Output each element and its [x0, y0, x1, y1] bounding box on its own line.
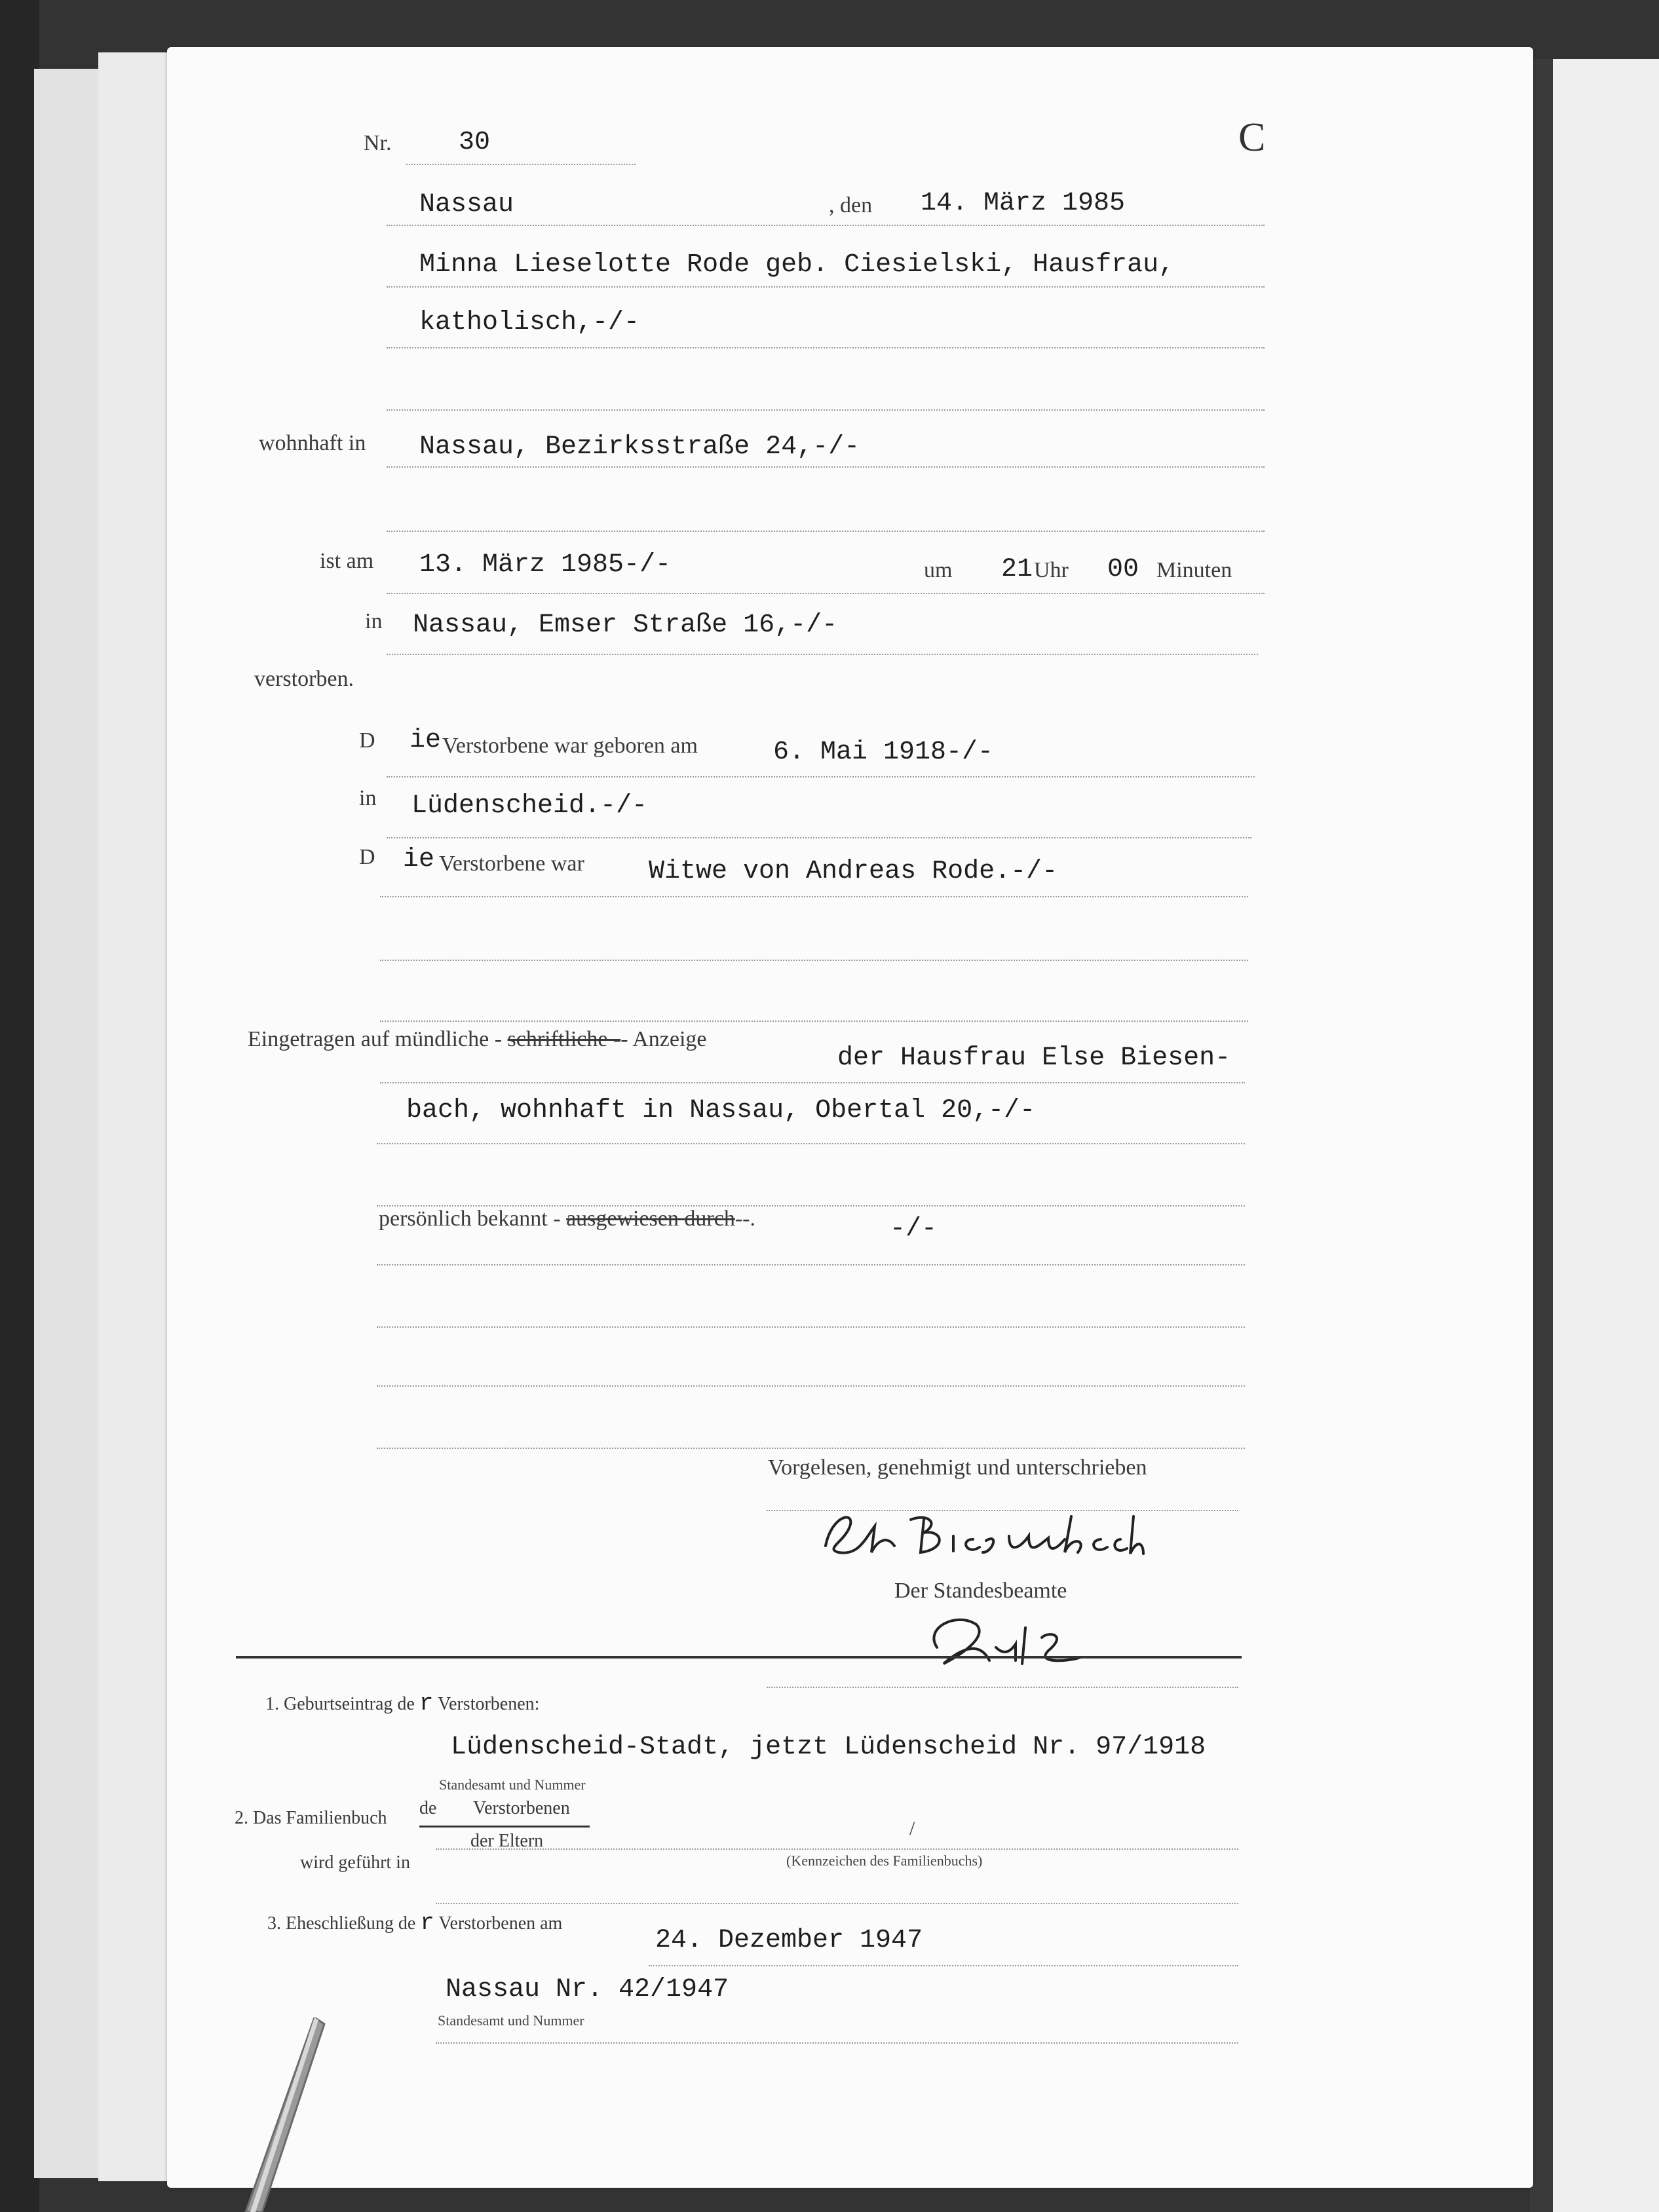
marriage-label	[267, 1909, 562, 1936]
rule	[436, 2042, 1238, 2044]
entry-place: Nassau	[419, 190, 514, 219]
rule	[380, 896, 1248, 897]
rule	[377, 1385, 1245, 1387]
rule	[387, 225, 1265, 226]
birth-record-label	[265, 1690, 539, 1717]
rule	[380, 1021, 1248, 1022]
marriage-date: 24. Dezember 1947	[655, 1926, 923, 1955]
birth-gender-suffix: ie	[410, 726, 442, 755]
registration-label	[248, 1027, 707, 1052]
registration-label-start: Eingetragen auf mündliche -	[248, 1027, 508, 1051]
death-date: 13. März 1985-/-	[419, 550, 672, 580]
declarant-line-2: katholisch,-/-	[419, 308, 640, 337]
death-place: Nassau, Emser Straße 16,-/-	[413, 610, 838, 640]
rule	[387, 776, 1255, 778]
marriage-record-value: Nassau Nr. 42/1947	[446, 1975, 729, 2004]
status-d-prefix: D	[359, 845, 375, 869]
rule	[387, 593, 1265, 594]
status-label: Verstorbene war	[439, 852, 584, 876]
registration-label-end: - Anzeige	[620, 1027, 707, 1051]
birth-record-suffix: r	[419, 1690, 434, 1717]
identity-label-struck: ausgewiesen durch	[566, 1207, 735, 1231]
marriage-suffix: r	[420, 1909, 434, 1936]
entry-number: 30	[459, 128, 491, 157]
family-book-de: de	[419, 1798, 437, 1818]
rule	[377, 1264, 1245, 1265]
identity-label	[379, 1207, 755, 1231]
family-book-caption: (Kennzeichen des Familienbuchs)	[786, 1852, 983, 1869]
birth-label: Verstorbene war geboren am	[442, 734, 698, 758]
choice-separator	[419, 1826, 590, 1828]
residence-value: Nassau, Bezirksstraße 24,-/-	[419, 432, 860, 462]
rule	[649, 1965, 1238, 1966]
rule	[377, 1326, 1245, 1328]
rule	[436, 1903, 1238, 1904]
nr-label: Nr.	[364, 131, 392, 155]
family-book-label: 2. Das Familienbuch	[235, 1808, 387, 1828]
marriage-label-end: Verstorbenen am	[438, 1913, 563, 1934]
rule	[380, 1082, 1245, 1083]
death-hour: 21	[1001, 555, 1033, 584]
rule	[406, 164, 636, 165]
death-place-label: in	[365, 609, 383, 633]
rule	[767, 1687, 1238, 1688]
rule	[387, 837, 1251, 838]
pen-pointer	[236, 2017, 393, 2212]
registrar-signature	[917, 1602, 1101, 1680]
rule	[387, 347, 1265, 348]
birth-place-label: in	[359, 786, 377, 810]
office-caption-2: Standesamt und Nummer	[438, 2012, 584, 2029]
rule	[387, 409, 1265, 411]
family-book-slash: /	[909, 1818, 915, 1839]
binder-cover	[0, 0, 39, 2212]
status-gender-suffix: ie	[403, 845, 435, 874]
entry-date: 14. März 1985	[921, 189, 1126, 218]
family-book-deceased: Verstorbenen	[473, 1798, 570, 1818]
residence-label: wohnhaft in	[259, 431, 366, 455]
section-divider	[236, 1656, 1242, 1659]
rule	[387, 531, 1265, 532]
status-value: Witwe von Andreas Rode.-/-	[649, 857, 1058, 886]
family-book-parents: der Eltern	[470, 1831, 544, 1851]
rule	[387, 654, 1258, 655]
informant-line-1: der Hausfrau Else Biesen-	[837, 1043, 1231, 1073]
identity-label-end: --.	[734, 1207, 755, 1231]
verstorben-label: verstorben.	[254, 667, 354, 691]
family-book-location-label: wird geführt in	[300, 1852, 410, 1873]
death-minutes: 00	[1107, 555, 1139, 584]
rule	[377, 1143, 1245, 1144]
informant-line-2: bach, wohnhaft in Nassau, Obertal 20,-/-	[406, 1096, 1036, 1125]
birth-record-label-end: Verstorbenen:	[437, 1694, 540, 1714]
den-label: , den	[829, 193, 873, 217]
time-label: um	[924, 558, 953, 582]
birth-record-label-start: 1. Geburtseintrag de	[265, 1694, 415, 1714]
registration-label-struck: schriftliche -	[507, 1027, 621, 1051]
rule	[380, 960, 1248, 961]
minutes-label: Minuten	[1156, 558, 1232, 582]
rule	[387, 466, 1265, 468]
rule	[377, 1448, 1245, 1449]
registrar-title: Der Standesbeamte	[894, 1579, 1067, 1603]
declarant-line-1: Minna Lieselotte Rode geb. Ciesielski, Hausfrau,	[419, 250, 1175, 280]
rule	[387, 286, 1265, 288]
rule	[767, 1510, 1238, 1511]
marriage-label-start: 3. Eheschließung de	[267, 1913, 416, 1934]
birth-date: 6. Mai 1918-/-	[773, 738, 994, 767]
facing-page-edge	[1553, 59, 1659, 2212]
corner-letter: C	[1238, 115, 1266, 160]
birth-place: Lüdenscheid.-/-	[411, 791, 648, 821]
hour-label: Uhr	[1034, 558, 1069, 582]
birth-d-prefix: D	[359, 728, 375, 753]
office-caption: Standesamt und Nummer	[439, 1776, 586, 1793]
birth-record-value: Lüdenscheid-Stadt, jetzt Lüdenscheid Nr. 97/1918	[451, 1733, 1206, 1762]
death-date-label: ist am	[320, 549, 374, 573]
closing-formula: Vorgelesen, genehmigt und unterschrieben	[768, 1455, 1147, 1480]
identity-value: -/-	[890, 1214, 938, 1244]
rule	[436, 1848, 1238, 1850]
identity-label-start: persönlich bekannt -	[379, 1207, 567, 1231]
